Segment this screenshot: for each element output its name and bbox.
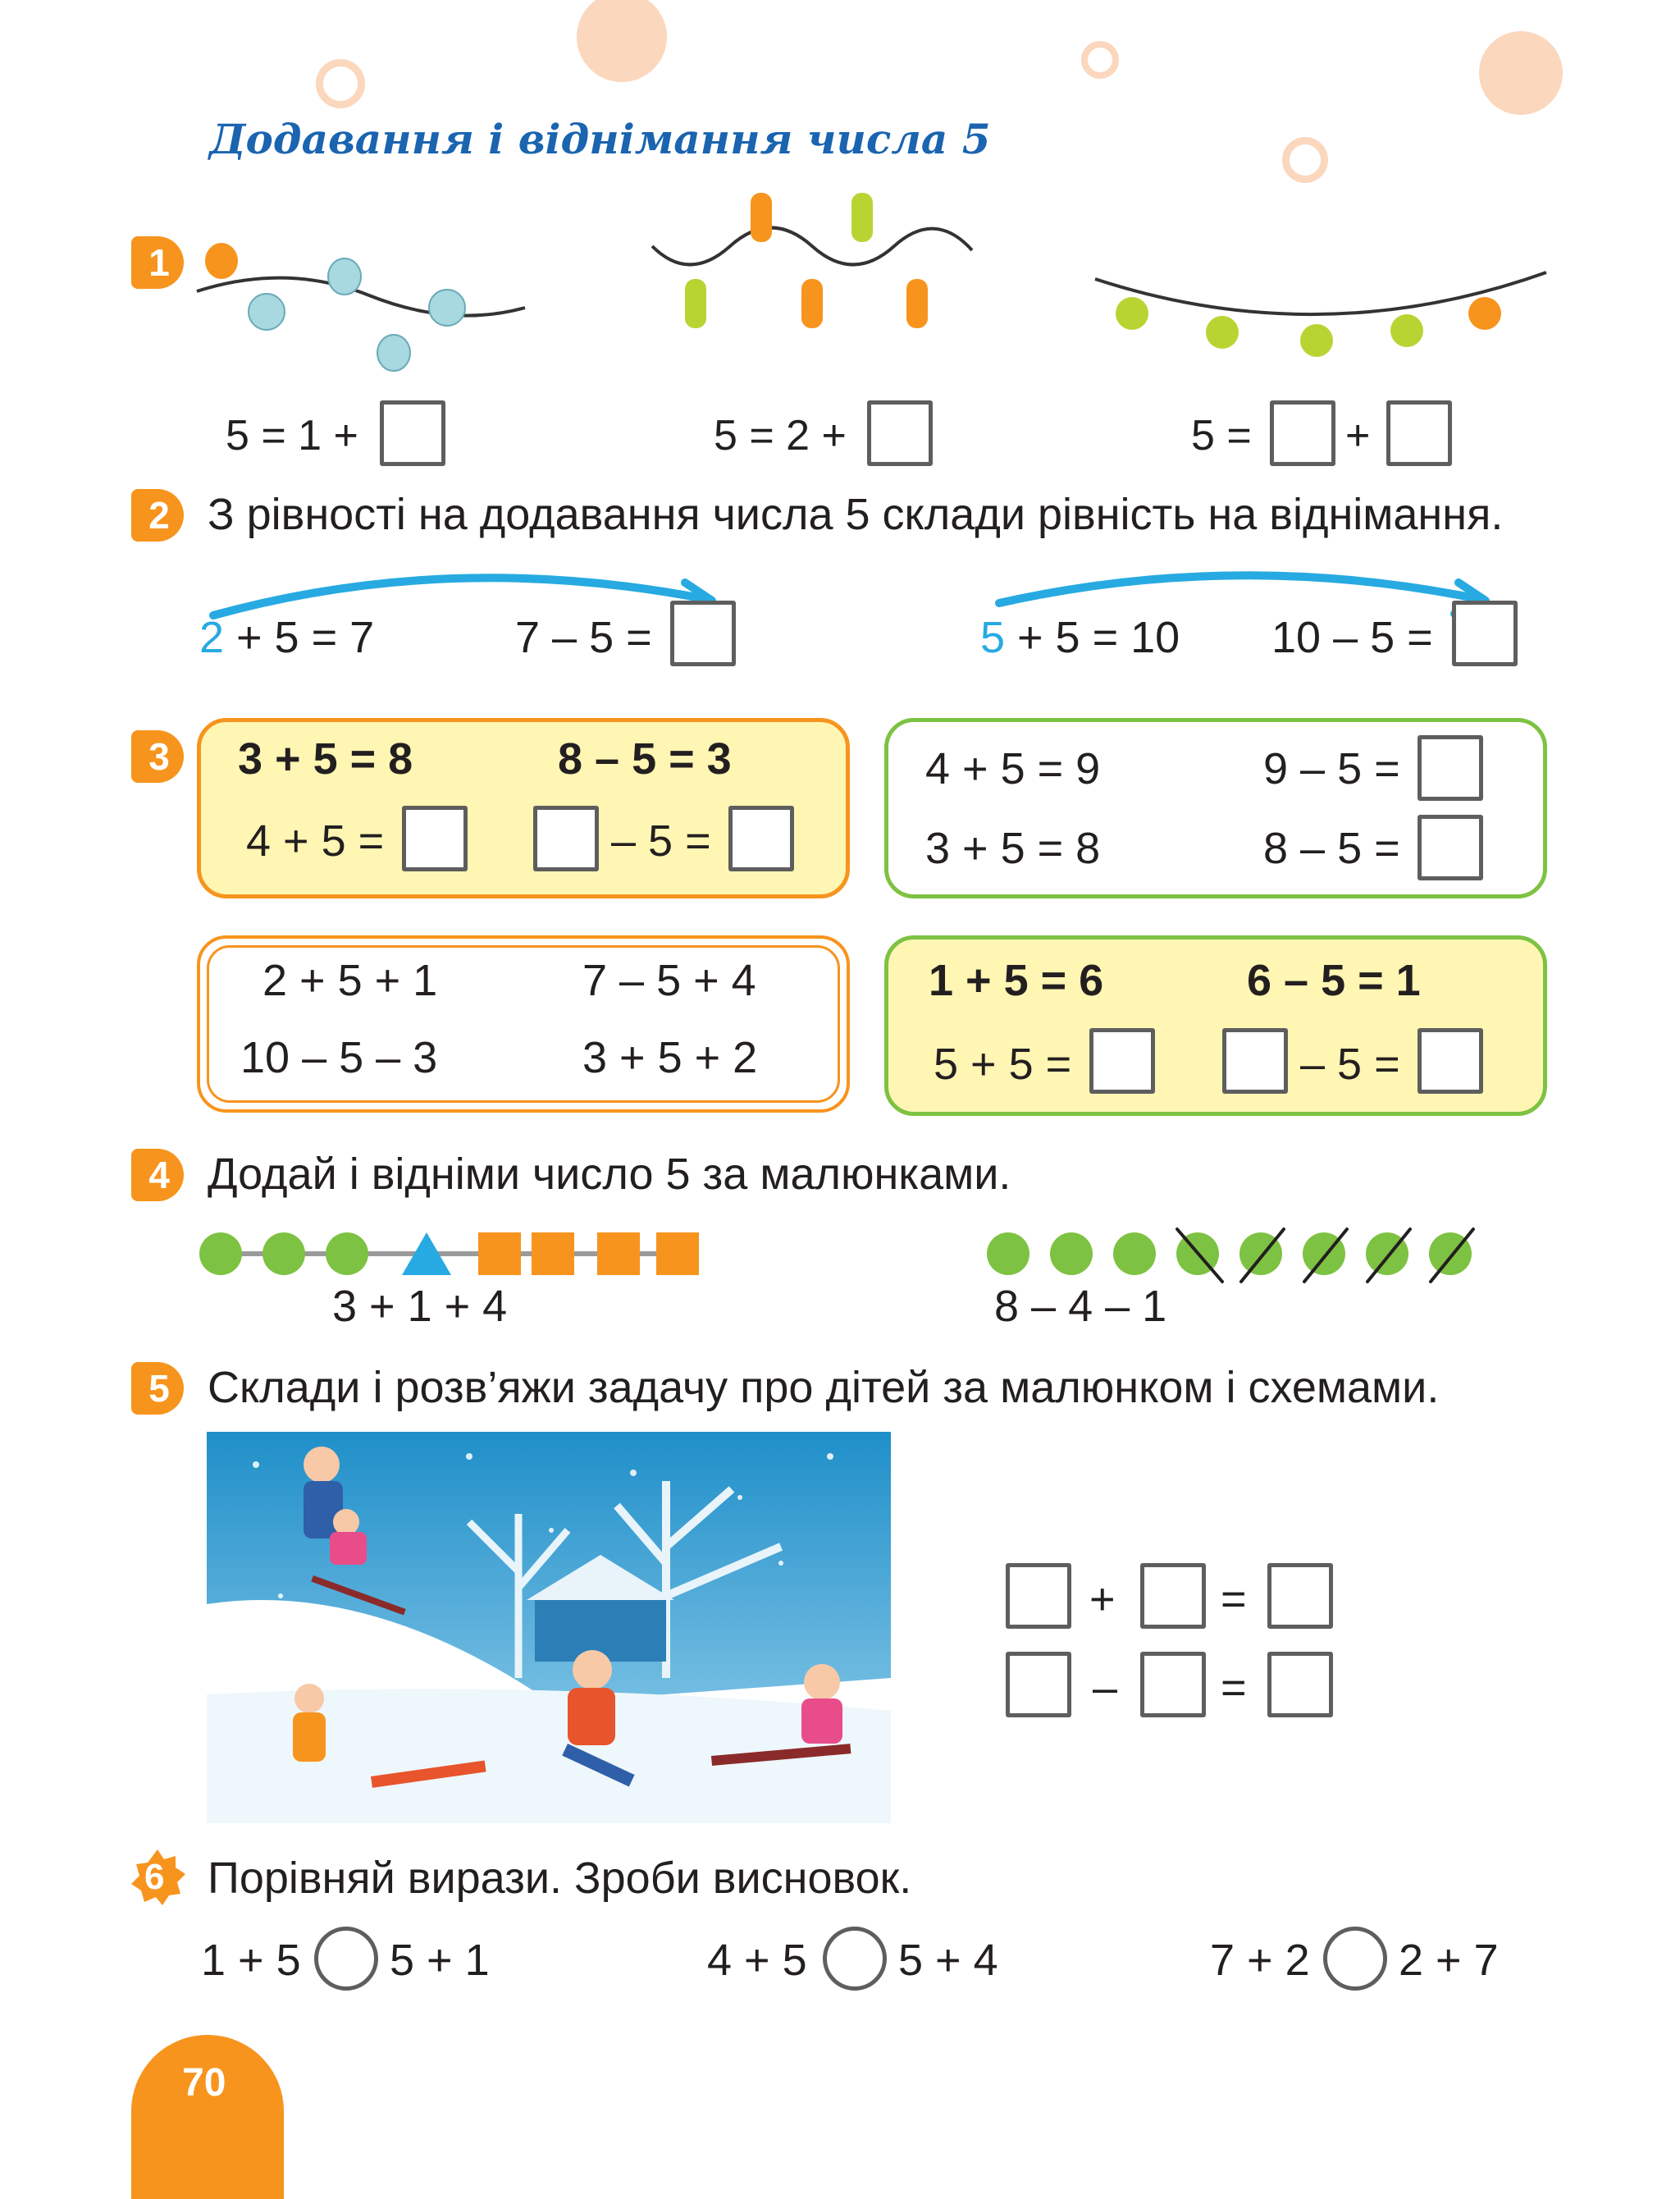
task-number-5: 5 (131, 1362, 184, 1415)
task6-c3-left: 7 + 2 (1210, 1936, 1310, 1985)
answer-box[interactable] (1222, 1028, 1288, 1094)
page-title: Додавання і віднімання числа 5 (209, 115, 991, 163)
task2-a-first: 2 (199, 613, 225, 662)
page-number: 70 (182, 2061, 226, 2105)
compare-circle[interactable] (823, 1927, 887, 1991)
task6-c2-right: 5 + 4 (898, 1936, 998, 1985)
decor-circle (577, 0, 667, 82)
task6-c1-left: 1 + 5 (201, 1936, 301, 1985)
task3-p2-r2-add: 3 + 5 = 8 (925, 824, 1101, 873)
answer-box[interactable] (1140, 1563, 1206, 1629)
task3-p1-q-add: 4 + 5 = (246, 816, 385, 866)
task2-b-first: 5 (980, 613, 1006, 662)
answer-box[interactable] (670, 601, 736, 666)
task3-p3-d: 3 + 5 + 2 (582, 1033, 758, 1082)
answer-box[interactable] (1452, 601, 1518, 666)
task1-eq3-text: 5 = (1191, 412, 1252, 459)
orange-square (478, 1232, 521, 1275)
task4-expr1: 3 + 1 + 4 (332, 1282, 508, 1331)
task3-p4-q-add: 5 + 5 = (934, 1040, 1072, 1089)
task1-eq3-plus: + (1345, 412, 1371, 459)
garland-round-illustration (1091, 263, 1550, 361)
answer-box[interactable] (533, 806, 599, 871)
compare-circle[interactable] (1323, 1927, 1387, 1991)
answer-box[interactable] (1267, 1563, 1333, 1629)
decor-ring (316, 59, 365, 108)
answer-box[interactable] (1418, 735, 1483, 801)
winter-sledding-illustration (207, 1432, 891, 1823)
task3-p2-r1-add: 4 + 5 = 9 (925, 744, 1101, 793)
task-number-6: 6 (144, 1857, 165, 1897)
answer-box[interactable] (728, 806, 794, 871)
green-bead (326, 1232, 368, 1275)
task3-p3-a: 2 + 5 + 1 (262, 956, 438, 1005)
task5-eq1: = (1221, 1575, 1247, 1624)
task2-a-rest: + 5 = 7 (236, 613, 375, 662)
task3-p1-example-sub: 8 – 5 = 3 (558, 734, 732, 784)
task-number-4: 4 (131, 1149, 184, 1201)
orange-square (656, 1232, 699, 1275)
orange-square (597, 1232, 640, 1275)
answer-box[interactable] (1006, 1652, 1071, 1717)
answer-box[interactable] (402, 806, 468, 871)
decor-ring (1081, 41, 1119, 79)
task-number-2: 2 (131, 489, 184, 542)
task6-c2-left: 4 + 5 (707, 1936, 807, 1985)
task1-eq2-text: 5 = 2 + (714, 412, 847, 459)
task4-instruction: Додай і відніми число 5 за малюнками. (208, 1150, 1011, 1199)
task3-p4-example-add: 1 + 5 = 6 (929, 956, 1104, 1005)
compare-circle[interactable] (314, 1927, 378, 1991)
answer-box[interactable] (1140, 1652, 1206, 1717)
garland-blue-illustration (189, 230, 533, 377)
answer-box[interactable] (1089, 1028, 1155, 1094)
task3-p2-r2-sub: 8 – 5 = (1263, 824, 1400, 873)
answer-box[interactable] (1386, 400, 1452, 466)
task5-minus: – (1093, 1663, 1118, 1712)
task6-instruction: Порівняй вирази. Зроби висновок. (208, 1854, 912, 1903)
task3-p1-example-add: 3 + 5 = 8 (238, 734, 413, 784)
green-bead (262, 1232, 305, 1275)
task6-c1-right: 5 + 1 (390, 1936, 490, 1985)
answer-box[interactable] (1270, 400, 1335, 466)
answer-box[interactable] (1418, 1028, 1483, 1094)
green-bead (199, 1232, 242, 1275)
decor-ring (1282, 137, 1328, 183)
task2-b-sub: 10 – 5 = (1271, 613, 1433, 662)
task-number-1: 1 (131, 236, 184, 289)
task6-c3-right: 2 + 7 (1399, 1936, 1499, 1985)
orange-square (532, 1232, 574, 1275)
task3-p4-q-sub: – 5 = (1300, 1040, 1400, 1089)
answer-box[interactable] (1267, 1652, 1333, 1717)
green-bead (1050, 1232, 1093, 1275)
task4-expr2: 8 – 4 – 1 (994, 1282, 1167, 1331)
task3-p1-q-sub: – 5 = (611, 816, 711, 866)
task2-a-sub: 7 – 5 = (515, 613, 652, 662)
task2-instruction: З рівності на додавання числа 5 склади рівність на віднімання. (208, 490, 1504, 539)
task3-p4-example-sub: 6 – 5 = 1 (1247, 956, 1421, 1005)
task3-p2-r1-sub: 9 – 5 = (1263, 744, 1400, 793)
task-number-3: 3 (131, 730, 184, 783)
page-number-tab (131, 2035, 284, 2199)
answer-box[interactable] (867, 400, 933, 466)
task2-b-rest: + 5 = 10 (1017, 613, 1180, 662)
garland-green-orange-illustration (648, 185, 976, 349)
answer-box[interactable] (1418, 815, 1483, 880)
task3-p3-b: 7 – 5 + 4 (582, 956, 756, 1005)
decor-circle (1479, 31, 1563, 115)
task5-instruction: Склади і розв’яжи задачу про дітей за малюнком і схемами. (208, 1363, 1440, 1412)
task5-plus: + (1089, 1575, 1116, 1624)
strike-marks (1169, 1223, 1497, 1288)
task3-p3-c: 10 – 5 – 3 (240, 1033, 438, 1082)
blue-triangle (402, 1232, 451, 1275)
green-bead (1113, 1232, 1156, 1275)
answer-box[interactable] (380, 400, 445, 466)
answer-box[interactable] (1006, 1563, 1071, 1629)
task1-eq1-text: 5 = 1 + (226, 412, 358, 459)
task5-eq2: = (1221, 1663, 1247, 1712)
green-bead (987, 1232, 1029, 1275)
